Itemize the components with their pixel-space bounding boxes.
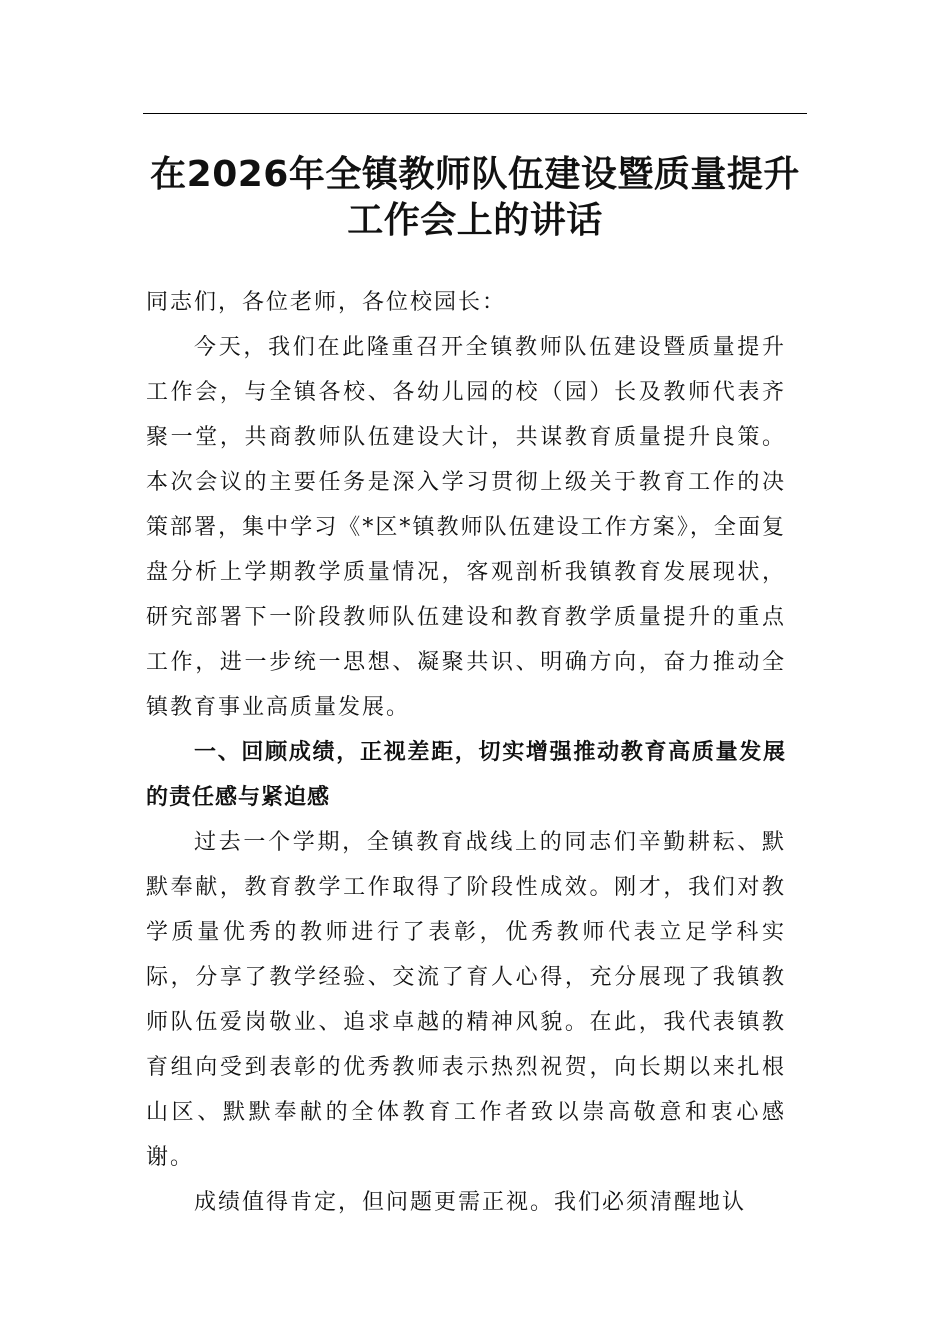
header-rule (143, 113, 807, 114)
title-line-2: 工作会上的讲话 (347, 200, 603, 241)
paragraph-problems: 成绩值得肯定，但问题更需正视。我们必须清醒地认 (194, 1190, 747, 1215)
paragraph-intro: 今天，我们在此隆重召开全镇教师队伍建设暨质量提升工作会，与全镇各校、各幼儿园的校（园）长及教师代表齐聚一堂，共商教师队伍建设大计，共谋教育质量提升良策。本次会议的主要任务是深入学习贯彻上级关于教育工作的决策部署，集中学习《*区*镇教师队伍建设工作方案》，全面复盘分析上学期教学质量情况，客观剖析我镇教育发展现状，研究部署下一阶段教师队伍建设和教育教学质量提升的重点工作，进一步统一思想、凝聚共识、明确方向，奋力推动全镇教育事业高质量发展。 (146, 335, 786, 720)
title-line-1: 在2026年全镇教师队伍建设暨质量提升 (150, 154, 800, 195)
paragraph-achievements: 过去一个学期，全镇教育战线上的同志们辛勤耕耘、默默奉献，教育教学工作取得了阶段性成效。刚才，我们对教学质量优秀的教师进行了表彰，优秀教师代表立足学科实际，分享了教学经验、交流了育人心得，充分展现了我镇教师队伍爱岗敬业、追求卓越的精神风貌。在此，我代表镇教育组向受到表彰的优秀教师表示热烈祝贺，向长期以来扎根山区、默默奉献的全体教育工作者致以崇高敬意和衷心感谢。 (146, 830, 786, 1170)
document-body (146, 280, 786, 1225)
document-title (143, 152, 807, 244)
section-heading-1: 一、回顾成绩，正视差距，切实增强推动教育高质量发展的责任感与紧迫感 (146, 740, 786, 810)
salutation: 同志们，各位老师，各位校园长： (146, 290, 507, 315)
